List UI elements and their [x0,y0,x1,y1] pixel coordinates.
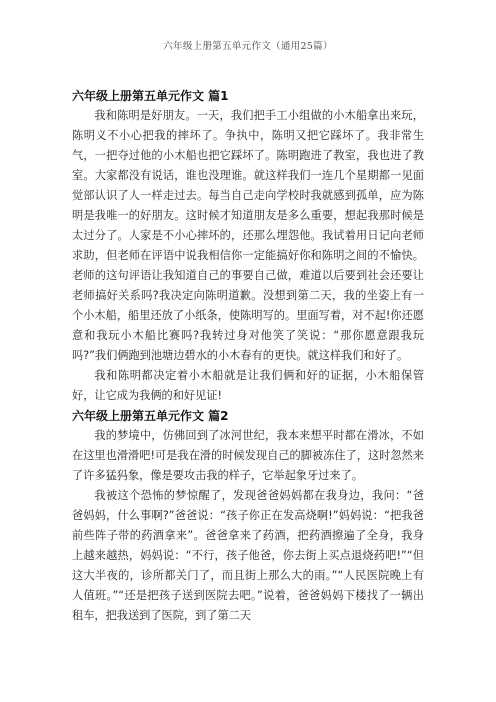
paragraph: 我和陈明是好朋友。一天，我们把手工小组做的小木船拿出来玩，陈明义不小心把我的摔坏了。争执中，陈明又把它踩坏了。我非常生气，一把夺过他的小木船也把它踩坏了。陈明跑进了教室，我也进了教室。大家都没有说话，谁也没理谁。就这样我们一连几个星期都一见面觉部认识了人一样走过去。每当自己走向学校时我就感到孤单，应为陈明是我唯一的好朋友。这时候才知道朋友是多么重要，想起我那时候是太过分了。人家是不小心摔坏的，还那么埋怨他。我试着用日记向老师求助，但老师在评语中说我相信你一定能搞好你和陈明之间的不愉快。老师的这句评语让我知道自己的事要自己做，难道以后要到社会还要让老师搞好关系吗?我决定向陈明道歉。没想到第二天，我的坐姿上有一个小木船，船里还放了小纸条，使陈明写的。里面写着，对不起!你还愿意和我玩小木船比赛吗?我转过身对他笑了笑说：“那你愿意跟我玩吗?”我们俩跑到池塘边碧水的小木春有的更快。就这样我们和好了。 [72,109,424,362]
paragraph: 我的梦境中，仿佛回到了冰河世纪，我本来想平时都在滑冰，不如在这里也滑滑吧!可是我在滑的时候发现自己的脚被冻住了，这时忽然来了许多猛犸象，像是要攻击我的样子，它举起象牙过来了。 [72,429,424,482]
essay-section [72,406,424,626]
document-body [72,86,424,626]
section-title: 六年级上册第五单元作文 篇2 [72,409,229,423]
essay-section [72,86,424,406]
document-header: 六年级上册第五单元作文（通用25篇） [163,41,333,52]
paragraph: 我被这个恐怖的梦惊醒了，发现爸爸妈妈都在我身边，我问：“爸爸妈妈，什么事啊?”爸爸说：“孩子你正在发高烧啊!”妈妈说：“把我爸前些阵子带的药酒拿来”。爸爸拿来了药酒，把药酒擦遍了全身，我身上越来越热，妈妈说：“不行，孩子他爸，你去街上买点退烧药吧!”“但这大半夜的，诊所都关门了，而且街上那么大的雨。”“人民医院晚上有人值班。”“还是把孩子送到医院去吧。”说着，爸爸妈妈下楼找了一辆出租车，把我送到了医院，到了第二天 [72,489,424,622]
paragraph: 我和陈明都决定着小木船就是让我们俩和好的证据，小木船保管好，让它成为我俩的和好见证! [72,369,424,402]
section-title: 六年级上册第五单元作文 篇1 [72,89,229,103]
